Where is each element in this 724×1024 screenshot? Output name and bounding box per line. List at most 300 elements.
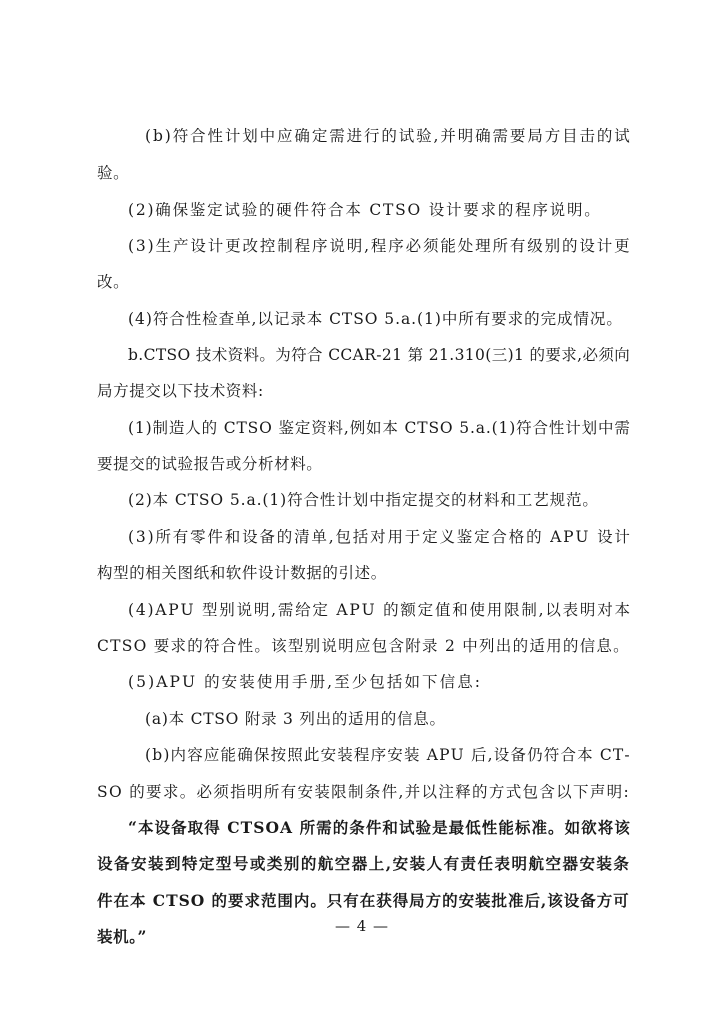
glyph: 录 (261, 710, 277, 728)
glyph: ( (128, 310, 135, 328)
glyph: 备 (113, 854, 130, 873)
glyph: 交 (434, 491, 451, 509)
glyph: 设 (190, 237, 206, 255)
glyph: - (624, 746, 630, 764)
glyph: A (352, 346, 364, 364)
glyph: 装 (596, 854, 612, 873)
glyph (123, 782, 128, 802)
glyph: 3 (454, 346, 465, 364)
glyph: 范 (260, 891, 277, 910)
glyph: 明 (338, 637, 354, 655)
glyph: C (223, 419, 236, 437)
glyph: 程 (515, 201, 531, 219)
glyph: 材 (467, 491, 484, 509)
glyph: 计 (596, 237, 613, 255)
glyph: 任 (477, 854, 494, 873)
glyph: 只 (326, 891, 343, 910)
glyph: 安 (458, 891, 475, 910)
glyph: 可 (613, 891, 629, 910)
glyph: T (341, 310, 353, 328)
statement-text-1 (128, 818, 630, 838)
glyph: A (156, 673, 168, 691)
glyph: 序 (532, 201, 548, 219)
glyph: 需 (614, 419, 630, 437)
glyph: 鉴 (456, 528, 473, 546)
glyph (524, 345, 529, 365)
glyph: 后 (470, 746, 487, 764)
glyph: 性 (237, 637, 254, 655)
glyph: 性 (185, 310, 202, 328)
glyph: 合 (169, 310, 185, 328)
glyph: 备 (580, 891, 596, 910)
glyph: 技 (195, 346, 212, 364)
glyph (453, 418, 458, 438)
glyph: 的 (332, 818, 349, 837)
glyph: 艺 (533, 491, 549, 509)
glyph: 设 (493, 746, 510, 764)
glyph: T (236, 419, 247, 437)
glyph: . (240, 491, 246, 509)
glyph: 的 (276, 528, 293, 546)
para-b-text-1 (145, 126, 630, 146)
glyph: . (395, 310, 401, 328)
glyph: A (336, 601, 348, 619)
glyph: 准 (507, 891, 524, 910)
glyph: S (428, 419, 440, 437)
glyph: 序 (370, 746, 387, 764)
glyph: 录 (422, 637, 438, 655)
glyph (465, 745, 470, 765)
glyph: 装 (337, 746, 353, 764)
glyph: 符 (152, 310, 169, 328)
glyph: 4 (135, 601, 146, 619)
glyph: ( (491, 419, 498, 437)
glyph: ( (128, 673, 135, 691)
glyph: 完 (540, 310, 557, 328)
glyph: 设 (563, 891, 580, 910)
tech-item-1-text-2: 要提交的试验报告或分析材料。 (97, 455, 323, 473)
section-b-line-1 (128, 345, 630, 365)
glyph: 试 (398, 818, 415, 837)
glyph: 件 (293, 201, 310, 219)
glyph: 资 (227, 346, 244, 364)
glyph: 含 (388, 637, 404, 655)
glyph: 清 (294, 528, 310, 546)
glyph (205, 891, 210, 911)
glyph: 更 (614, 237, 630, 255)
glyph: 计 (224, 127, 241, 145)
glyph: 括 (386, 673, 403, 691)
glyph: , (540, 891, 547, 910)
glyph: ( (128, 201, 135, 219)
glyph: 表 (494, 854, 511, 873)
glyph: 硬 (276, 201, 292, 219)
glyph: 2 (134, 491, 145, 509)
glyph (146, 891, 151, 911)
tech-item-3-line-2 (97, 563, 387, 583)
glyph: 用 (364, 710, 380, 728)
glyph: 以 (257, 310, 273, 328)
glyph: 资 (311, 419, 327, 437)
glyph: 情 (573, 310, 589, 328)
glyph: 手 (291, 673, 308, 691)
glyph: 欲 (581, 818, 597, 837)
glyph: 备 (171, 818, 187, 837)
glyph: 条 (364, 783, 381, 801)
item-4-line (128, 309, 622, 329)
glyph: 试 (614, 127, 630, 145)
glyph: 本 (614, 601, 630, 619)
glyph: 求 (244, 891, 260, 910)
glyph: S (395, 201, 406, 219)
glyph: 符 (291, 346, 307, 364)
item-2-line (128, 200, 600, 220)
glyph: 求 (480, 201, 497, 219)
glyph: , (271, 601, 277, 619)
glyph: 制 (152, 419, 169, 437)
glyph: 附 (405, 637, 421, 655)
glyph: 鉴 (189, 201, 206, 219)
glyph: 并 (404, 783, 421, 801)
glyph: 和 (500, 491, 516, 509)
glyph: 安 (392, 854, 409, 873)
glyph: U (361, 601, 375, 619)
glyph: 该 (271, 637, 287, 655)
glyph (221, 818, 226, 838)
glyph: 5 (229, 491, 240, 509)
glyph: 验 (416, 127, 432, 145)
glyph: 应 (277, 127, 293, 145)
glyph: 三 (491, 346, 508, 364)
tech-item-1-line-1 (128, 418, 630, 438)
glyph: 格 (508, 528, 525, 546)
tech-item-4-line-2 (97, 636, 629, 656)
section-b-text-2: 局方提交以下技术资料: (97, 382, 264, 400)
glyph: 零 (190, 528, 206, 546)
glyph: 人 (185, 419, 201, 437)
glyph: ) (145, 310, 152, 328)
glyph: 的 (497, 201, 514, 219)
glyph (294, 709, 299, 729)
glyph: P (168, 601, 179, 619)
glyph: 3 (283, 710, 293, 728)
glyph: 用 (486, 601, 503, 619)
section-b-line-2 (97, 381, 264, 401)
glyph: 得 (392, 891, 409, 910)
glyph: 程 (294, 237, 311, 255)
glyph: P (439, 746, 450, 764)
glyph: 范 (566, 491, 582, 509)
glyph: 的 (204, 673, 220, 691)
glyph: O (439, 419, 453, 437)
glyph: 说 (236, 601, 253, 619)
glyph: P (563, 528, 574, 546)
section-b-text-1 (128, 345, 630, 365)
glyph: 必 (196, 783, 213, 801)
glyph: 合 (560, 746, 576, 764)
glyph: 要 (545, 346, 561, 364)
glyph (402, 345, 407, 365)
glyph: 信 (579, 637, 596, 655)
glyph: 后 (524, 891, 540, 910)
glyph: 性 (319, 491, 336, 509)
glyph: A (550, 528, 562, 546)
glyph: T (166, 891, 178, 910)
glyph: 合 (220, 637, 237, 655)
glyph: 明 (253, 601, 270, 619)
glyph: 程 (370, 237, 387, 255)
glyph: 的 (562, 237, 578, 255)
glyph: C (152, 891, 166, 910)
glyph: 级 (527, 237, 543, 255)
glyph: 信 (439, 673, 456, 691)
glyph: 用 (387, 528, 403, 546)
glyph: 的 (187, 637, 203, 655)
glyph: 确 (475, 127, 491, 145)
glyph: . (411, 310, 417, 328)
glyph: 少 (351, 673, 368, 691)
statement-text-3 (97, 891, 629, 911)
glyph: 为 (275, 346, 291, 364)
glyph: 1 (392, 346, 402, 364)
glyph: 4 (135, 310, 145, 328)
glyph: 适 (529, 637, 545, 655)
glyph: C (328, 346, 341, 364)
glyph: 的 (258, 201, 275, 219)
glyph: 合 (303, 491, 320, 509)
glyph: 如 (366, 419, 382, 437)
glyph: 列 (299, 710, 315, 728)
glyph: 1 (464, 346, 475, 364)
glyph: 有 (343, 891, 359, 910)
glyph (323, 309, 328, 329)
glyph: , (343, 419, 349, 437)
glyph: C (97, 637, 109, 655)
glyph: ) (507, 346, 514, 364)
glyph: a (151, 710, 162, 728)
tech-item-5-line (128, 672, 480, 692)
glyph: . (485, 419, 491, 437)
glyph: 本 (129, 891, 146, 910)
glyph: 保 (172, 201, 189, 219)
glyph: 下 (573, 783, 589, 801)
glyph: 装 (239, 673, 255, 691)
sub-item-a-text (145, 709, 445, 729)
glyph: ( (128, 237, 135, 255)
glyph: 至 (334, 673, 350, 691)
glyph: 类 (266, 854, 283, 873)
glyph (197, 672, 202, 692)
glyph: 明 (247, 783, 263, 801)
glyph: 需 (277, 601, 294, 619)
glyph: 低 (465, 818, 481, 837)
glyph (424, 345, 429, 365)
glyph: ) (147, 201, 154, 219)
glyph: 行 (363, 127, 380, 145)
tech-item-4-text-1 (128, 600, 630, 620)
glyph: 航 (528, 854, 544, 873)
glyph: T (187, 491, 199, 509)
glyph: 序 (311, 237, 328, 255)
glyph: 明 (457, 127, 474, 145)
tech-item-2-line (128, 490, 598, 510)
glyph: 符 (172, 127, 189, 145)
glyph: 的 (211, 891, 228, 910)
glyph: 单 (235, 310, 251, 328)
glyph: 5 (459, 419, 470, 437)
glyph: 有 (509, 237, 526, 255)
glyph: 安 (579, 854, 595, 873)
glyph: 别 (283, 854, 300, 873)
glyph: ) (147, 528, 154, 546)
glyph: 计 (445, 201, 462, 219)
glyph: 责 (460, 854, 477, 873)
glyph: 安 (387, 746, 403, 764)
glyph: 并 (440, 127, 456, 145)
glyph: ( (262, 491, 269, 509)
glyph: 所 (155, 528, 171, 546)
glyph: 要 (146, 783, 162, 801)
glyph: 计 (614, 528, 630, 546)
glyph: 适 (348, 710, 364, 728)
glyph: 要 (463, 201, 479, 219)
glyph (399, 418, 404, 438)
glyph: U (180, 601, 194, 619)
glyph: O (407, 201, 421, 219)
glyph: 所 (492, 237, 509, 255)
glyph: A (280, 818, 293, 837)
glyph: 包 (371, 637, 388, 655)
statement-text-4: 装机。” (97, 927, 148, 946)
glyph: 器 (562, 854, 578, 873)
glyph: 处 (457, 237, 474, 255)
glyph: 的 (524, 310, 540, 328)
glyph: b (152, 127, 163, 145)
glyph: 标 (514, 818, 531, 837)
glyph: 本 (382, 419, 398, 437)
glyph: 别 (304, 637, 321, 655)
glyph: 此 (303, 746, 320, 764)
glyph (378, 309, 383, 329)
glyph: 本 (577, 746, 593, 764)
glyph: 该 (547, 891, 563, 910)
glyph: 确 (155, 201, 171, 219)
glyph: 定 (311, 127, 328, 145)
glyph: 限 (504, 601, 520, 619)
glyph: ) (163, 746, 170, 764)
glyph: 求 (162, 783, 179, 801)
glyph: 息 (596, 637, 612, 655)
glyph (169, 490, 174, 510)
glyph: 取 (187, 818, 204, 837)
item-2-text (128, 200, 600, 220)
glyph: 3 (135, 237, 146, 255)
glyph: 按 (270, 746, 287, 764)
glyph: 的 (472, 783, 488, 801)
glyph: 计 (207, 237, 224, 255)
glyph: 包 (369, 673, 385, 691)
glyph: 能 (220, 746, 237, 764)
glyph: 试 (398, 127, 415, 145)
glyph: 符 (310, 201, 327, 219)
glyph: 符 (204, 637, 220, 655)
glyph: 提 (418, 491, 434, 509)
glyph: 值 (434, 601, 451, 619)
glyph: A (426, 746, 438, 764)
glyph: 或 (249, 854, 266, 873)
glyph: 照 (287, 746, 303, 764)
glyph: 划 (352, 491, 369, 509)
glyph: T (155, 346, 167, 364)
glyph (376, 600, 381, 620)
glyph: 的 (451, 491, 467, 509)
glyph: 须 (213, 783, 229, 801)
glyph: . (449, 346, 455, 364)
para-b-line-2 (97, 163, 129, 183)
glyph: 。 (606, 310, 622, 328)
tech-item-2-text (128, 490, 598, 510)
glyph: 求 (170, 637, 187, 655)
glyph: ( (485, 346, 492, 364)
glyph: 以 (545, 601, 561, 619)
glyph: 该 (614, 818, 630, 837)
glyph: 查 (218, 310, 235, 328)
glyph: 明 (579, 601, 596, 619)
glyph: 型 (215, 854, 232, 873)
glyph: , (538, 601, 544, 619)
glyph: 理 (475, 237, 491, 255)
glyph: 装 (475, 891, 491, 910)
glyph: 本 (306, 310, 323, 328)
glyph: 定 (207, 201, 223, 219)
glyph: 所 (458, 310, 474, 328)
glyph: 准 (531, 818, 547, 837)
glyph: , (328, 528, 334, 546)
glyph: 信 (396, 710, 413, 728)
glyph: 1 (424, 310, 434, 328)
glyph: 给 (295, 601, 311, 619)
glyph: 的 (331, 710, 348, 728)
glyph: 附 (244, 710, 261, 728)
tech-item-3-text-2: 构型的相关图纸和软件设计数据的引述。 (97, 564, 387, 582)
glyph: 向 (614, 346, 630, 364)
statement-line-1 (128, 818, 630, 838)
glyph: 仍 (527, 746, 543, 764)
glyph: 人 (426, 854, 443, 873)
glyph: 性 (481, 818, 498, 837)
glyph: . (138, 346, 144, 364)
glyph: ( (128, 419, 135, 437)
glyph: T (383, 201, 394, 219)
glyph: 安 (320, 746, 337, 764)
glyph: 号 (232, 854, 249, 873)
glyph: O (364, 310, 378, 328)
glyph: ) (164, 127, 171, 145)
glyph: 围 (277, 891, 293, 910)
glyph: 。 (584, 201, 600, 219)
glyph: 2 (428, 346, 439, 364)
glyph (456, 636, 461, 656)
glyph: 。 (582, 491, 598, 509)
glyph: 改 (242, 237, 258, 255)
glyph: P (349, 601, 360, 619)
glyph: 例 (349, 419, 366, 437)
glyph: 单 (311, 528, 327, 546)
glyph: 装 (403, 746, 420, 764)
glyph: 中 (259, 127, 276, 145)
glyph: 声 (589, 783, 606, 801)
glyph: T (417, 419, 428, 437)
